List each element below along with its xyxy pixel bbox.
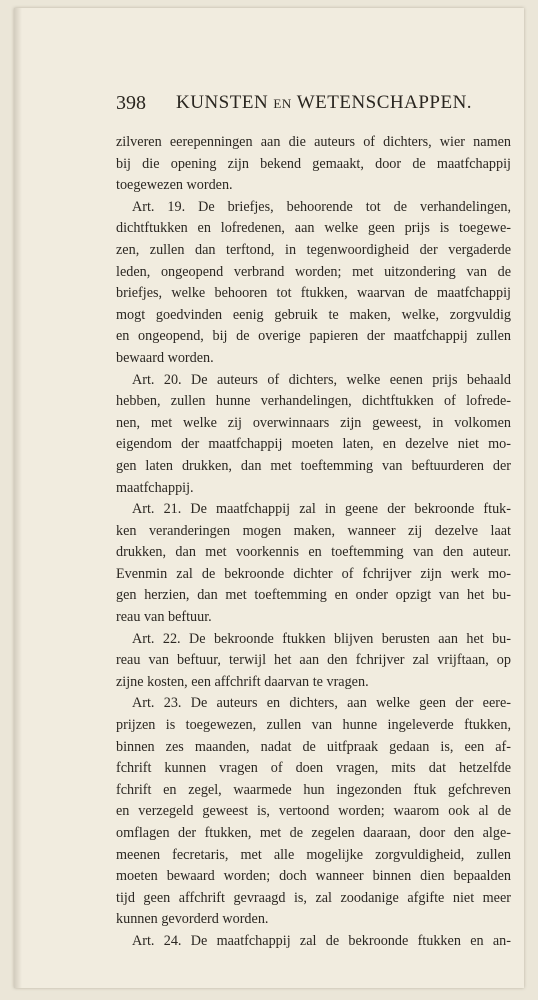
text-line: Art. 20. De auteurs of dichters, welke eenen prijs behaald [132, 371, 511, 388]
text-line: en ongeopend, bij de overige papieren der maatfchappij zullen [116, 328, 511, 345]
text-line: eigendom der maatfchappij moeten laten, en dezelve niet mo- [116, 436, 511, 453]
text-line: tijd geen affchrift gevraagd is, zal zoodanige afgifte niet meer [116, 889, 511, 906]
text-line: fchrift kunnen vragen of doen vragen, mits dat hetzelfde [116, 760, 511, 777]
text-line: maatfchappij. [116, 479, 194, 496]
text-line: toegewezen worden. [116, 177, 233, 194]
text-line: hebben, zullen hunne verhandelingen, dichtftukken of lofrede- [116, 393, 511, 410]
text-line: Art. 24. De maatfchappij zal de bekroonde ftukken en an- [132, 932, 511, 949]
running-header [116, 90, 516, 122]
text-line: zen, zullen dan terftond, in tegenwoordigheid der vergaderde [116, 241, 511, 258]
text-line: nen, met welke zij overwinnaars zijn geweest, in volkomen [116, 414, 511, 431]
text-line: Art. 23. De auteurs en dichters, aan welke geen der eere- [132, 695, 511, 712]
text-line: moeten bewaard worden; doch wanneer binnen dien bepaalden [116, 868, 511, 885]
text-line: meenen fecretaris, met alle mogelijke zorgvuldigheid, zullen [116, 846, 511, 863]
body-text [116, 132, 511, 953]
text-line: leden, ongeopend verbrand worden; met uitzondering van de [116, 263, 511, 280]
running-title-part-3: WETENSCHAPPEN. [296, 92, 473, 113]
text-line: drukken, dan met voorkennis en toeftemming van den auteur. [116, 544, 511, 561]
text-line: gen herzien, dan met toeftemming en onder opzigt van het bu- [116, 587, 511, 604]
text-line: bij die opening zijn bekend gemaakt, door de maatfchappij [116, 155, 511, 172]
page-number: 398 [116, 92, 146, 114]
text-line: Evenmin zal de bekroonde dichter of fchrijver zijn werk mo- [116, 565, 511, 582]
text-line: prijzen is toegewezen, zullen van hunne ingeleverde ftukken, [116, 717, 511, 734]
text-line: gen laten drukken, dan met toeftemming van beftuurderen der [116, 457, 511, 474]
text-line: kunnen gevorderd worden. [116, 911, 269, 928]
text-line: dichtftukken en lofredenen, aan welke geen prijs is toegewe- [116, 220, 511, 237]
running-title [176, 92, 472, 114]
text-line: Art. 21. De maatfchappij zal in geene der bekroonde ftuk- [132, 501, 511, 518]
text-line: Art. 19. De briefjes, behoorende tot de verhandelingen, [132, 198, 511, 215]
text-line: Art. 22. De bekroonde ftukken blijven berusten aan het bu- [132, 630, 511, 647]
text-line: zilveren eerepenningen aan die auteurs of dichters, wier namen [116, 134, 511, 150]
text-line: en verzegeld geweest is, vertoond worden; waarom ook al de [116, 803, 511, 820]
text-line: mogt goedvinden eenig gebruik te maken, welke, zorgvuldig [116, 306, 511, 323]
text-line: reau van beftuur, terwijl het aan den fchrijver zal vrijftaan, op [116, 652, 511, 669]
running-title-part-1: KUNSTEN [176, 92, 269, 113]
text-line: zijne kosten, een affchrift daarvan te vragen. [116, 673, 369, 690]
running-title-part-2: EN [273, 96, 292, 111]
text-line: briefjes, welke behooren tot ftukken, waarvan de maatfchappij [116, 285, 511, 302]
text-line: fchrift en zegel, waarmede hun ingezonden ftuk gefchreven [116, 781, 511, 798]
text-line: reau van beftuur. [116, 609, 212, 626]
text-line: omflagen der ftukken, met de zegelen daaraan, door den alge- [116, 825, 511, 841]
text-line: binnen zes maanden, nadat de uitfpraak gedaan is, een af- [116, 738, 511, 755]
text-line: bewaard worden. [116, 349, 214, 366]
text-line: ken veranderingen mogen maken, wanneer zij dezelve laat [116, 522, 511, 539]
